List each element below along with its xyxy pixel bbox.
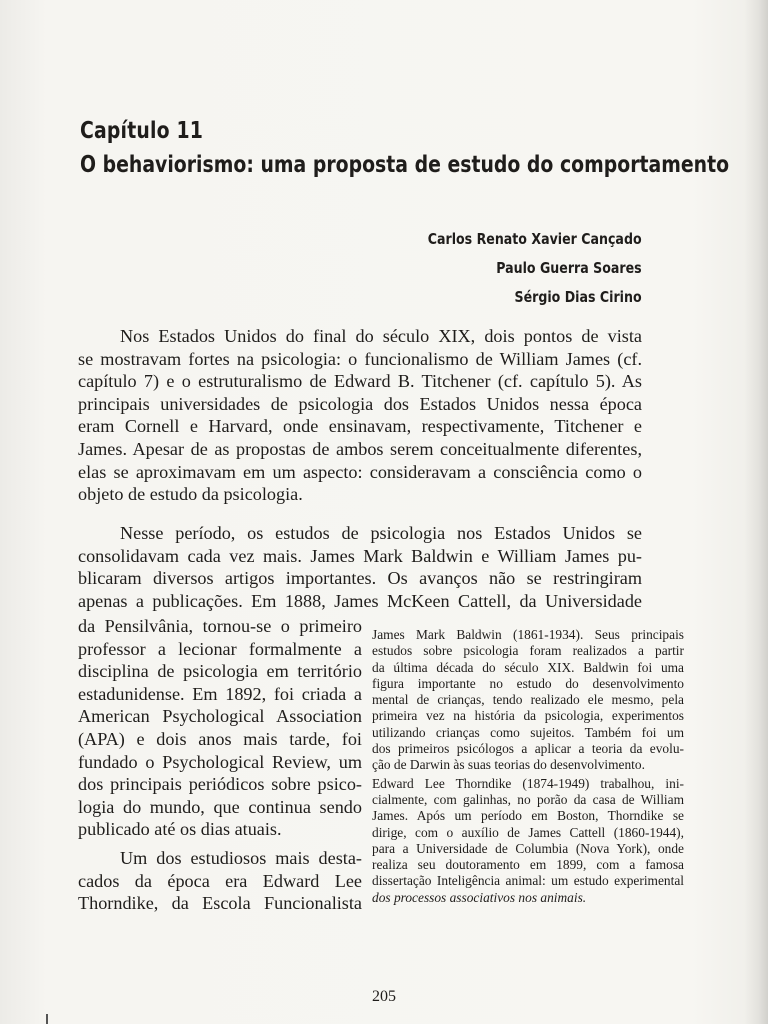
text-line: blicaram diversos artigos importantes. Os avanços não se restringiram	[78, 568, 642, 589]
text-line: objeto de estudo da psicologia.	[78, 484, 303, 505]
author-name: Paulo Guerra Soares	[496, 259, 642, 277]
text-line: da Pensilvânia, tornou-se o primeiro	[78, 616, 362, 636]
text-line: James. Apesar de as propostas de ambos serem conceitualmente diferentes,	[78, 438, 642, 459]
note-line: dirige, com o auxílio de James Cattell (1860-1944),	[372, 824, 684, 840]
text-line: eram Cornell e Harvard, onde ensinavam, respectivamente, Titchener e	[78, 416, 642, 437]
note-baldwin	[372, 627, 684, 774]
page-gutter-shadow	[744, 0, 768, 1024]
text-line: professor a lecionar formalmente a	[78, 638, 362, 659]
note-line: primeira vez na história da psicologia, experimentos	[372, 708, 684, 724]
note-line: para a Universidade de Columbia (Nova York), onde	[372, 840, 684, 856]
text-line: Thorndike, da Escola Funcionalista	[78, 893, 362, 914]
text-line: consolidavam cada vez mais. James Mark Baldwin e William James pu-	[78, 545, 642, 566]
text-line: dos principais periódicos sobre psico-	[78, 774, 362, 795]
note-line: utilizando crianças como sujeitos. Também foi um	[372, 724, 684, 740]
text-line: estadunidense. Em 1892, foi criada a	[78, 683, 362, 704]
chapter-title: O behaviorismo: uma proposta de estudo do comportamento	[80, 152, 730, 178]
note-thorndike	[372, 776, 684, 906]
author-list	[428, 225, 642, 312]
text-line: (APA) e dois anos mais tarde, foi	[78, 728, 362, 749]
note-line: James. Após um período em Boston, Thorndike se	[372, 808, 684, 824]
chapter-number: Capítulo 11	[80, 118, 204, 144]
note-line: James Mark Baldwin (1861-1934). Seus principais	[372, 627, 684, 642]
paragraph-intro	[78, 325, 642, 506]
text-line: Um dos estudiosos mais desta-	[120, 847, 362, 868]
text-line: elas se aproximavam em um aspecto: consideravam a consciência como o	[78, 461, 642, 482]
author-name: Carlos Renato Xavier Cançado	[428, 230, 642, 248]
text-line: cados da época era Edward Lee	[78, 870, 362, 891]
note-line: mental de crianças, tendo realizado ele mesmo, pela	[372, 692, 684, 708]
note-line: Edward Lee Thorndike (1874-1949) trabalhou, ini-	[372, 775, 684, 791]
text-line: principais universidades de psicologia dos Estados Unidos nessa época	[78, 393, 642, 414]
note-line: dissertação Inteligência animal: um estudo experimental	[372, 873, 684, 889]
paragraph-period	[78, 522, 642, 612]
text-line: fundado o Psychological Review, um	[78, 751, 362, 772]
author-name: Sérgio Dias Cirino	[514, 288, 642, 306]
text-line: American Psychological Association	[78, 706, 362, 727]
text-line: disciplina de psicologia em território	[78, 661, 362, 682]
sidebar-notes	[372, 627, 684, 906]
page-edge-mark	[46, 1014, 48, 1024]
note-line: realiza seu doutoramento em 1899, com a famosa	[372, 857, 684, 873]
text-line: logia do mundo, que continua sendo	[78, 796, 362, 817]
text-line: apenas a publicações. Em 1888, James McKeen Cattell, da Universidade	[78, 590, 642, 611]
note-line: ção de Darwin às suas teorias do desenvolvimento.	[372, 757, 645, 773]
chapter-heading	[80, 118, 729, 178]
note-line: dos primeiros psicólogos a aplicar a teoria da evolu-	[372, 741, 684, 757]
text-line: capítulo 7) e o estruturalismo de Edward B. Titchener (cf. capítulo 5). As	[78, 371, 642, 392]
note-line: dos processos associativos nos animais.	[372, 889, 587, 905]
note-line: estudos sobre psicologia foram realizados a partir	[372, 643, 684, 659]
text-line: publicado até os dias atuais.	[78, 819, 282, 840]
left-text-column	[78, 615, 362, 915]
note-line: da última década do século XIX. Baldwin foi uma	[372, 659, 684, 675]
page-number: 205	[372, 988, 396, 1005]
text-line: Nos Estados Unidos do final do século XIX, dois pontos de vista	[120, 326, 642, 346]
text-line: Nesse período, os estudos de psicologia nos Estados Unidos se	[120, 523, 642, 543]
note-line: cialmente, com galinhas, no porão da casa de William	[372, 791, 684, 807]
text-line: se mostravam fortes na psicologia: o funcionalismo de William James (cf.	[78, 348, 642, 369]
note-line: figura importante no estudo do desenvolvimento	[372, 675, 684, 691]
